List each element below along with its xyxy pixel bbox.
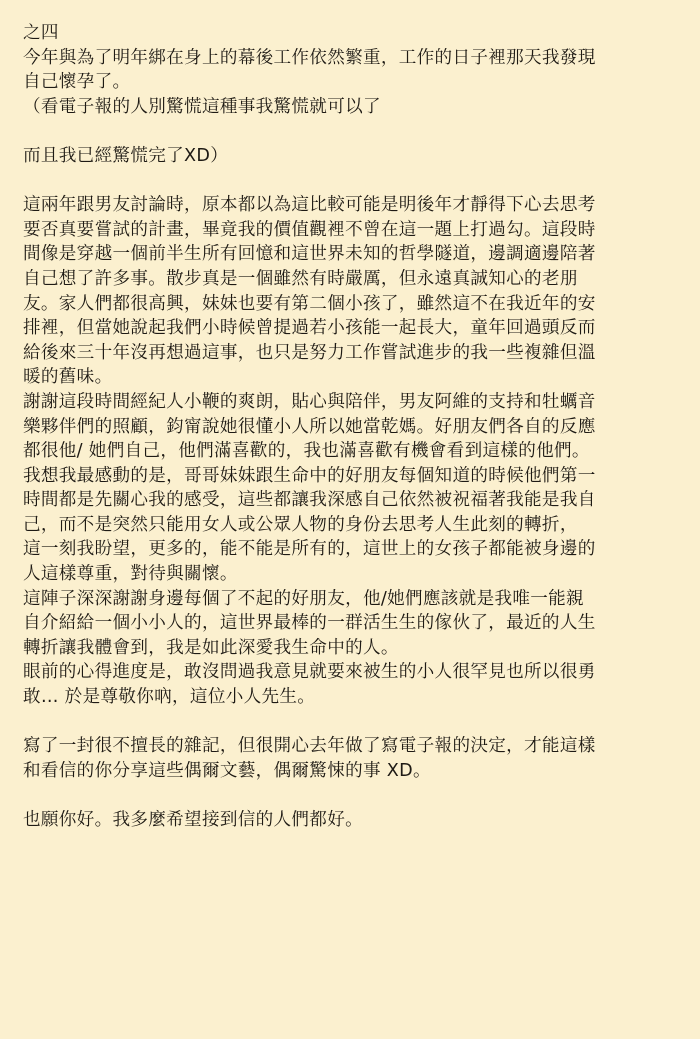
text-line: 時間都是先關心我的感受，這些都讓我深感自己依然被祝福著我能是我自 <box>23 490 596 511</box>
text-line: 謝謝這段時間經紀人小鞭的爽朗，貼心與陪伴，男友阿維的支持和牡蠣音 <box>23 391 596 412</box>
text-line: 樂夥伴們的照顧，鈞甯說她很懂小人所以她當乾媽。好朋友們各自的反應 <box>23 416 596 437</box>
text-line: 寫了一封很不擅長的雜記，但很開心去年做了寫電子報的決定，才能這樣 <box>23 736 596 757</box>
text-line: 友。家人們都很高興，妹妹也要有第二個小孩了，雖然這不在我近年的安 <box>23 293 596 314</box>
text-line: 要否真要嘗試的計畫，畢竟我的價值觀裡不曾在這一題上打過勾。這段時 <box>23 219 596 240</box>
text-line: 這兩年跟男友討論時，原本都以為這比較可能是明後年才靜得下心去思考 <box>23 195 596 216</box>
text-line <box>23 783 688 808</box>
text-line: 這陣子深深謝謝身邊每個了不起的好朋友，他/她們應該就是我唯一能親 <box>23 588 584 609</box>
section-heading: 之四 <box>23 23 59 43</box>
text-line: 排裡，但當她說起我們小時候曾提過若小孩能一起長大，童年回過頭反而 <box>23 318 596 339</box>
text-line: 和看信的你分享這些偶爾文藝，偶爾驚悚的事 XD。 <box>23 760 431 781</box>
text-line: 而且我已經驚慌完了XD） <box>23 145 229 166</box>
text-line: 敢… 於是尊敬你吶，這位小人先生。 <box>23 687 316 708</box>
text-line: 己，而不是突然只能用女人或公眾人物的身份去思考人生此刻的轉折， <box>23 514 578 535</box>
text-line: 自己懷孕了。 <box>23 72 131 93</box>
text-line: 這一刻我盼望，更多的，能不能是所有的，這世上的女孩子都能被身邊的 <box>23 539 596 560</box>
text-line: 轉折讓我體會到，我是如此深愛我生命中的人。 <box>23 637 399 658</box>
text-line: 給後來三十年沒再想過這事，也只是努力工作嘗試進步的我一些複雜但溫 <box>23 342 596 363</box>
text-line: 自己想了許多事。散步真是一個雖然有時嚴厲，但永遠真誠知心的老朋 <box>23 268 578 289</box>
text-line: 間像是穿越一個前半生所有回憶和這世界未知的哲學隧道，邊調適邊陪著 <box>23 244 596 265</box>
text-line <box>23 119 688 144</box>
text-line: （看電子報的人別驚慌這種事我驚慌就可以了 <box>23 96 381 117</box>
text-line: 我想我最感動的是，哥哥妹妹跟生命中的好朋友每個知道的時候他們第一 <box>23 465 596 486</box>
text-line: 眼前的心得進度是，敢沒問過我意見就要來被生的小人很罕見也所以很勇 <box>23 662 596 683</box>
text-line: 今年與為了明年綁在身上的幕後工作依然繁重，工作的日子裡那天我發現 <box>23 47 596 68</box>
text-line <box>23 169 688 194</box>
text-line: 自介紹給一個小小人的，這世界最棒的一群活生生的傢伙了，最近的人生 <box>23 613 596 634</box>
text-line: 暖的舊味。 <box>23 367 113 388</box>
text-line <box>23 710 688 735</box>
text-line: 都很他/ 她們自己，他們滿喜歡的，我也滿喜歡有機會看到這樣的他們。 <box>23 441 590 462</box>
text-line: 人這樣尊重，對待與關懷。 <box>23 564 238 585</box>
text-line: 也願你好。我多麼希望接到信的人們都好。 <box>23 810 363 830</box>
